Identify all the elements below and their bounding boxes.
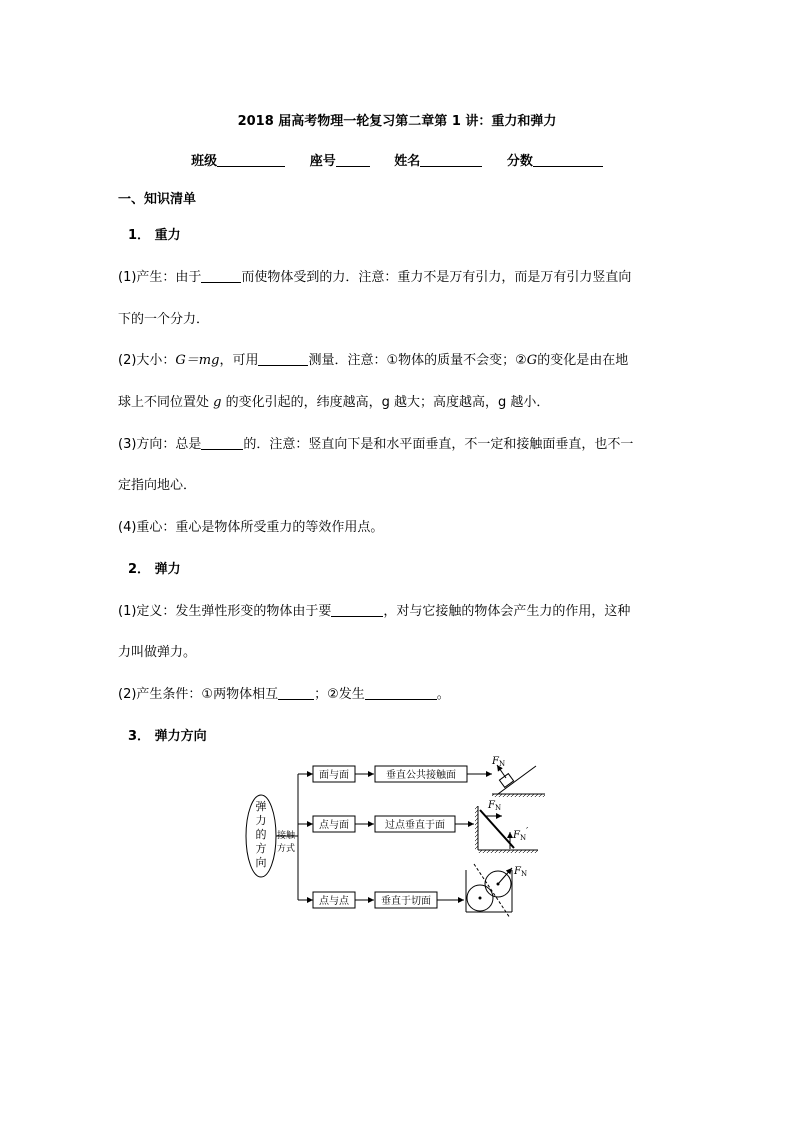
figure-point-point <box>466 864 527 918</box>
elastic-definition <box>118 600 630 619</box>
score-label: 分数 <box>506 154 533 169</box>
gravity-magnitude <box>118 349 628 368</box>
rule-label-2: 过点垂直于面 <box>385 820 445 831</box>
fn-prime-3: ′ <box>526 827 529 837</box>
score-blank[interactable] <box>533 154 603 167</box>
fn-sub-1: N <box>498 760 506 768</box>
heading-elastic-direction: 3． 弹力方向 <box>128 729 207 744</box>
oval-char-4: 方 <box>255 842 267 855</box>
oval-char-5: 向 <box>255 856 267 869</box>
name-label: 姓名 <box>394 154 421 169</box>
elastic-deform-blank[interactable] <box>365 687 437 700</box>
gravity-direction-text-b: 的．注意：竖直向下是和水平面垂直，不一定和接触面垂直，也不一 <box>243 437 634 452</box>
gravity-origin-blank[interactable] <box>201 270 241 283</box>
elastic-conditions <box>118 683 450 702</box>
fn-sub-4: N <box>520 870 528 878</box>
rule-label-1: 垂直公共接触面 <box>386 770 456 781</box>
rule-label-3: 垂直于切面 <box>381 896 431 907</box>
svg-text:FN′ <box>512 827 528 842</box>
seat-blank[interactable] <box>336 154 370 167</box>
seat-label: 座号 <box>309 154 336 169</box>
gravity-magnitude-cont-b: 的变化引起的，纬度越高，g 越大；高度越高，g 越小． <box>221 395 550 410</box>
gravity-magnitude-cont-a: 球上不同位置处 <box>118 395 214 410</box>
elastic-definition-blank[interactable] <box>331 604 383 617</box>
section-heading: 一、知识清单 <box>118 192 197 207</box>
type-label-3: 点与点 <box>319 896 349 907</box>
fn-label-3: F <box>513 830 520 841</box>
elastic-conditions-text-b: ；②发生 <box>314 687 365 702</box>
svg-text:FN <box>487 800 501 812</box>
gravity-formula: G＝mg <box>175 353 220 368</box>
oval-char-3: 的 <box>255 828 267 841</box>
gravity-magnitude-text-a: (2)大小： <box>118 353 176 368</box>
gravity-origin-text-b: 而使物体受到的力．注意：重力不是万有引力，而是万有引力竖直向 <box>241 270 632 285</box>
svg-text:FN <box>491 756 505 768</box>
gravity-direction <box>118 433 633 452</box>
gravity-origin <box>118 266 631 285</box>
gravity-direction-blank[interactable] <box>201 437 243 450</box>
gravity-origin-cont: 下的一个分力． <box>118 312 210 327</box>
seat-field <box>310 154 370 169</box>
fn-label-2: F <box>488 800 495 811</box>
class-field <box>191 154 285 169</box>
name-blank[interactable] <box>420 154 482 167</box>
oval-char-2: 力 <box>255 814 267 827</box>
class-label: 班级 <box>191 154 218 169</box>
name-field <box>394 154 482 169</box>
gravity-direction-text-a: (3)方向：总是 <box>118 437 202 452</box>
gravity-magnitude-text-d: 的变化是由在地 <box>537 353 629 368</box>
score-field <box>507 154 603 169</box>
gravity-magnitude-text-c: 测量．注意：①物体的质量不会变；② <box>308 353 527 368</box>
elastic-definition-text-b: ，对与它接触的物体会产生力的作用，这种 <box>383 604 631 619</box>
gravity-origin-text-a: (1)产生：由于 <box>118 270 202 285</box>
g-symbol: g <box>213 395 222 410</box>
svg-text:FN <box>513 866 527 878</box>
elastic-direction-diagram <box>240 752 560 922</box>
gravity-measure-blank[interactable] <box>258 353 308 366</box>
fn-label-4: F <box>514 866 521 877</box>
elastic-definition-text-a: (1)定义：发生弹性形变的物体由于要 <box>118 604 332 619</box>
class-blank[interactable] <box>217 154 285 167</box>
student-info-line <box>0 150 794 169</box>
gravity-center: (4)重心：重心是物体所受重力的等效作用点。 <box>118 520 384 535</box>
figure-point-surface <box>475 800 538 853</box>
fn-sub-3: N <box>519 834 527 842</box>
gravity-magnitude-cont <box>118 391 549 410</box>
figure-surface-contact <box>491 756 545 797</box>
type-label-2: 点与面 <box>319 820 349 831</box>
gravity-magnitude-text-b: ，可用 <box>219 353 259 368</box>
oval-char-1: 弹 <box>255 800 267 813</box>
gravity-symbol: G <box>526 353 538 368</box>
elastic-definition-cont: 力叫做弹力。 <box>118 645 197 660</box>
type-label-1: 面与面 <box>319 770 349 781</box>
gravity-direction-cont: 定指向地心． <box>118 478 197 493</box>
page-title: 2018 届高考物理一轮复习第二章第 1 讲：重力和弹力 <box>237 114 557 129</box>
heading-elastic: 2． 弹力 <box>128 562 181 577</box>
elastic-contact-blank[interactable] <box>278 687 314 700</box>
contact-label-2: 方式 <box>277 844 296 854</box>
fn-sub-2: N <box>494 804 502 812</box>
contact-label-1: 接触 <box>277 831 296 841</box>
fn-label-1: F <box>492 756 499 767</box>
heading-gravity: 1． 重力 <box>128 228 181 243</box>
elastic-conditions-text-c: 。 <box>436 687 450 702</box>
elastic-conditions-text-a: (2)产生条件：①两物体相互 <box>118 687 279 702</box>
